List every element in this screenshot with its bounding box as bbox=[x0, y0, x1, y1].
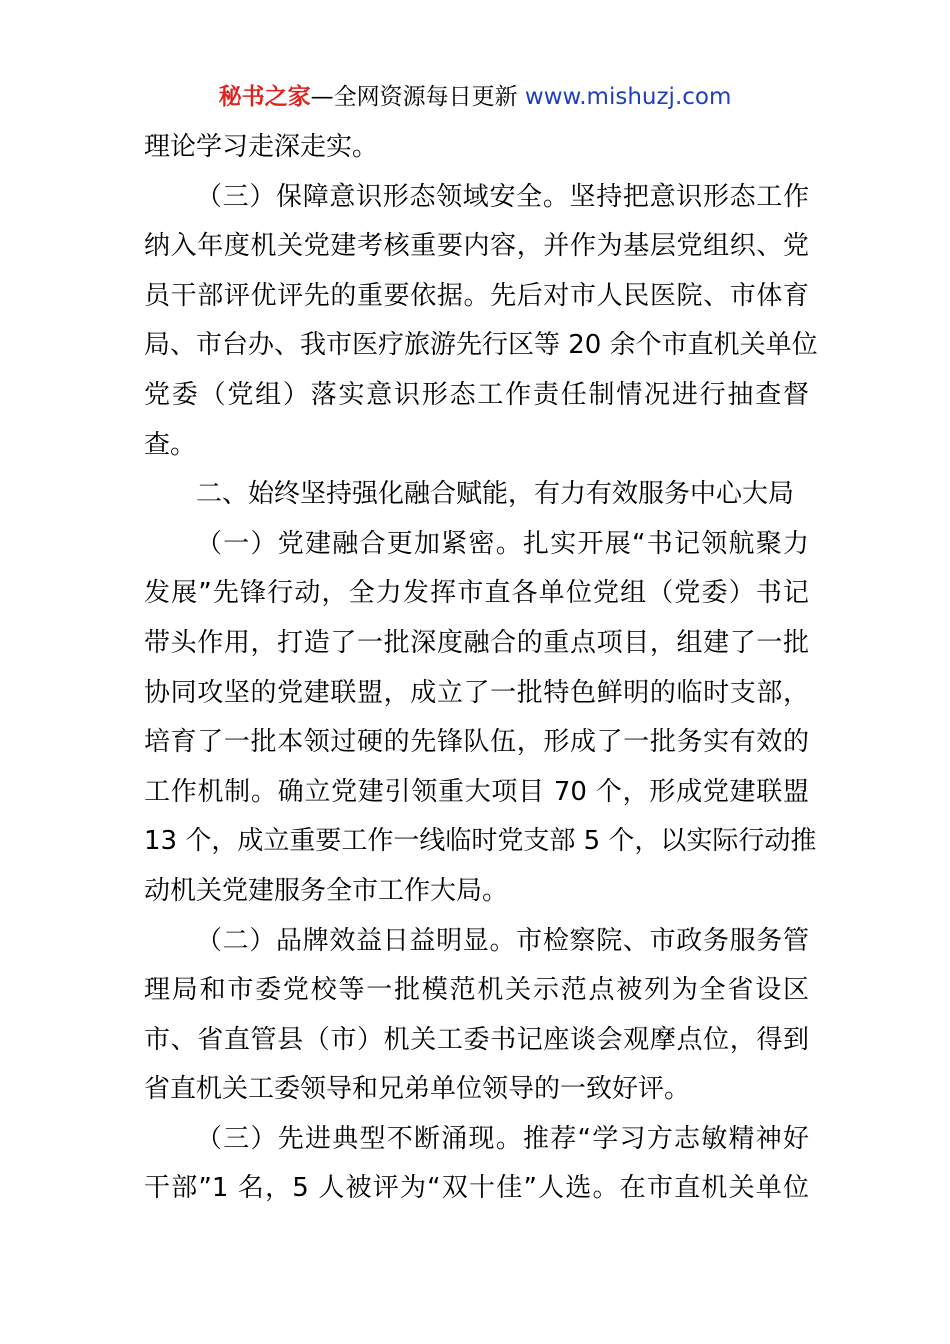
text-line: 工作机制。确立党建引领重大项目 70 个，形成党建联盟 bbox=[144, 776, 809, 807]
text-line: 动机关党建服务全市工作大局。 bbox=[144, 875, 509, 906]
text-line: （二）品牌效益日益明显。市检察院、市政务服务管 bbox=[196, 925, 809, 956]
text-line: 带头作用，打造了一批深度融合的重点项目，组建了一批 bbox=[144, 627, 809, 658]
site-brand: 秘书之家 bbox=[218, 84, 311, 110]
site-url-link[interactable]: www.mishuzj.com bbox=[524, 84, 732, 110]
text-line: 查。 bbox=[144, 429, 197, 460]
text-line: 13 个，成立重要工作一线临时党支部 5 个，以实际行动推 bbox=[144, 826, 817, 857]
text-line: 发展”先锋行动，全力发挥市直各单位党组（党委）书记 bbox=[144, 578, 809, 609]
text-line: 省直机关工委领导和兄弟单位领导的一致好评。 bbox=[144, 1074, 691, 1105]
text-line: 干部”1 名，5 人被评为“双十佳”人选。在市直机关单位 bbox=[144, 1173, 809, 1204]
site-tagline: —全网资源每日更新 bbox=[310, 84, 525, 110]
document-body bbox=[144, 123, 818, 1214]
text-line: 协同攻坚的党建联盟，成立了一批特色鲜明的临时支部， bbox=[144, 677, 809, 708]
text-line: 员干部评优评先的重要依据。先后对市人民医院、市体育 bbox=[144, 280, 809, 311]
text-line: （三）保障意识形态领域安全。坚持把意识形态工作 bbox=[196, 181, 809, 212]
text-line: 党委（党组）落实意识形态工作责任制情况进行抽查督 bbox=[144, 379, 809, 410]
text-line: 二、始终坚持强化融合赋能，有力有效服务中心大局 bbox=[196, 479, 795, 510]
text-line: 市、省直管县（市）机关工委书记座谈会观摩点位，得到 bbox=[144, 1024, 809, 1055]
text-line: 纳入年度机关党建考核重要内容，并作为基层党组织、党 bbox=[144, 231, 809, 262]
text-line: 理论学习走深走实。 bbox=[144, 132, 379, 162]
text-line: （三）先进典型不断涌现。推荐“学习方志敏精神好 bbox=[196, 1123, 809, 1154]
text-line: 局、市台办、我市医疗旅游先行区等 20 余个市直机关单位 bbox=[144, 330, 818, 361]
text-line: 理局和市委党校等一批模范机关示范点被列为全省设区 bbox=[144, 975, 809, 1006]
text-line: （一）党建融合更加紧密。扎实开展“书记领航聚力 bbox=[196, 528, 809, 559]
page-header bbox=[0, 80, 950, 114]
text-line: 培育了一批本领过硬的先锋队伍，形成了一批务实有效的 bbox=[144, 727, 809, 758]
